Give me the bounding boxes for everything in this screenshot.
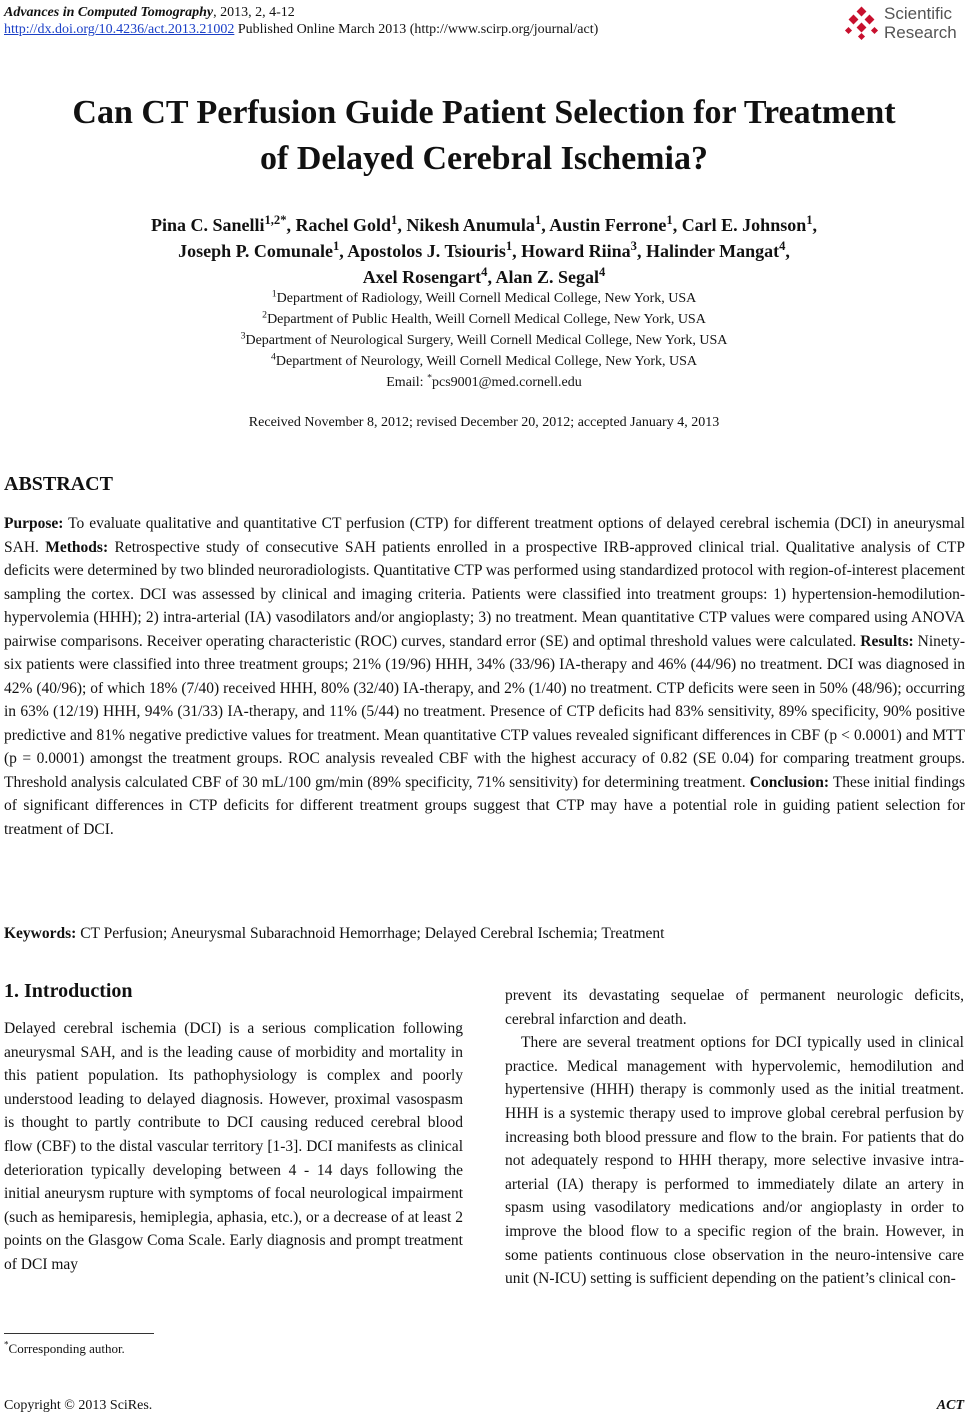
- conclusion-text: These initial findings of significant differences in CTP deficits for different treatment groups suggest that CTP may have a potential role in guiding patient selection for treatment of DCI.: [4, 773, 965, 838]
- author-separator: ,: [672, 215, 682, 235]
- logo-text: [884, 4, 957, 42]
- affiliation: [0, 351, 968, 372]
- author-name: Carl E. Johnson: [681, 215, 807, 235]
- intro-right-column: [505, 984, 964, 1291]
- abstract-heading: ABSTRACT: [4, 473, 113, 495]
- author-affil-sup: 1: [391, 213, 398, 227]
- footnote-sup: *: [4, 1339, 9, 1350]
- author-affil-sup: 3: [630, 239, 637, 253]
- affiliation-text: Department of Neurological Surgery, Weill Cornell Medical College, New York, USA: [245, 333, 728, 348]
- affiliation-text: Department of Neurology, Weill Cornell Medical College, New York, USA: [275, 354, 698, 369]
- results-label: Results:: [860, 632, 914, 650]
- purpose-label: Purpose:: [4, 515, 64, 532]
- author-affil-sup: 4: [599, 265, 606, 279]
- keywords: [4, 923, 965, 945]
- affiliation: [0, 330, 968, 351]
- email-sup: *: [427, 372, 432, 384]
- affiliation-sup: 3: [240, 330, 246, 342]
- journal-issue: , 2013, 2, 4-12: [213, 5, 295, 20]
- journal-name: Advances in Computed Tomography: [4, 5, 214, 20]
- affiliation-list: [0, 288, 968, 372]
- intro-paragraph-2: There are several treatment options for DCI typically used in clinical practice. Medical management with hypervolemic, hemodilution and hypertensive (HHH) therapy is commonly used as the initial treatment. HHH is a systemic therapy used to improve global cerebral perfusion by increasing both blood pressure and flow to the brain. For patients that do not adequately respond to HHH therapy, more selective invasive intra-arterial (IA) therapy is performed to immediately dilate an artery in spasm using vasodilatory medications and/or angioplasty in order to improve the blood flow to a specific region of the brain. However, in some patients continuous close observation in the neuro-intensive care unit (N-ICU) setting is sufficient depending on the patient’s clinical con-: [505, 1034, 964, 1288]
- author-affil-sup: 1: [806, 213, 813, 227]
- logo-line-2: Research: [884, 23, 957, 42]
- author-affil-sup: 1: [534, 213, 542, 227]
- author-affil-sup: 1,2*: [264, 213, 287, 227]
- affiliation: [0, 288, 968, 309]
- email-line: [0, 372, 968, 393]
- author-separator: ,: [512, 241, 522, 261]
- author-separator: ,: [812, 215, 818, 235]
- paper-title: [0, 90, 968, 182]
- email-prefix: Email:: [386, 375, 428, 390]
- author-affil-sup: 1: [332, 239, 340, 253]
- conclusion-label: Conclusion:: [749, 773, 829, 791]
- affiliation-sup: 2: [262, 309, 268, 321]
- author-separator: ,: [339, 241, 348, 261]
- authors-line-1: [0, 212, 968, 238]
- doi-link[interactable]: http://dx.doi.org/10.4236/act.2013.21002: [4, 22, 235, 37]
- author-separator: ,: [487, 267, 496, 287]
- author-separator: ,: [785, 241, 790, 261]
- author-list: [0, 212, 968, 290]
- author-affil-sup: 4: [481, 265, 488, 279]
- email-address[interactable]: pcs9001@med.cornell.edu: [431, 375, 582, 390]
- logo-line-1: Scientific: [884, 4, 953, 23]
- affiliation-text: Department of Public Health, Weill Cornell Medical College, New York, USA: [267, 312, 706, 327]
- logo-icon: [844, 6, 880, 42]
- author-affil-sup: 1: [505, 239, 513, 253]
- affiliation-sup: 1: [271, 288, 277, 300]
- footnote-text: Corresponding author.: [8, 1341, 125, 1356]
- authors-line-2: [0, 238, 968, 264]
- journal-abbreviation: ACT: [936, 1398, 964, 1413]
- author-name: Halinder Mangat: [645, 241, 780, 261]
- author-name: Nikesh Anumula: [406, 215, 535, 235]
- methods-text: Retrospective study of consecutive SAH patients enrolled in a prospective IRB-approved clinical trial. Qualitative analysis of CTP deficits were determined by two blinded neuroradiologists. Quantitative CTP was performed using standardized protocol with region-of-interest placement sampling the cortex. DCI was assessed by clinical and imaging criteria. Patients were classified into treatment groups: 1) hypertension-hemodilution-hypervolemia (HHH); 2) intra-arterial (IA) vasodilators and/or angioplasty; 3) no treatment. Mean quantitative CTP values were compared using ANOVA pairwise comparisons. Receiver operating characteristic (ROC) curves, standard error (SE) and optimal threshold values were calculated.: [4, 538, 965, 650]
- copyright: Copyright © 2013 SciRes.: [4, 1398, 153, 1413]
- published-text: Published Online March 2013 (http://www.scirp.org/journal/act): [234, 22, 599, 37]
- results-text: Ninety-six patients were classified into three treatment groups; 21% (19/96) HHH, 34% (33/96) IA-therapy and 46% (44/96) no treatment. DCI was diagnosed in 42% (40/96); of which 18% (7/40) received HHH, 80% (32/40) IA-therapy, and 2% (1/40) no treatment. CTP deficits were seen in 50% (48/96); occurring in 63% (12/19) HHH, 94% (31/33) IA-therapy, and 11% (5/44) no treatment. Presence of CTP deficits had 83% sensitivity, 89% specificity, 90% positive predictive and 81% negative predictive values for treatment. Mean quantitative CTP values revealed significant differences in CBF (p < 0.0001) and MTT (p = 0.0001) amongst the treatment groups. ROC analysis revealed CBF with the highest accuracy of 0.82 (SE 0.04) for comparing treatment groups. Threshold analysis calculated CBF of 30 mL/100 gm/min (89% specificity, 71% sensitivity) for determining treatment.: [4, 632, 965, 791]
- affiliation-text: Department of Radiology, Weill Cornell Medical College, New York, USA: [276, 291, 697, 306]
- keywords-label: Keywords:: [4, 925, 77, 942]
- footnote: [4, 1341, 125, 1357]
- doi-line: [4, 21, 598, 39]
- intro-paragraph-1-cont: prevent its devastating sequelae of permanent neurologic deficits, cerebral infarction and death.: [505, 987, 964, 1028]
- affiliations: [0, 288, 968, 393]
- author-affil-sup: 4: [779, 239, 786, 253]
- methods-label: Methods:: [45, 538, 109, 556]
- keywords-text: CT Perfusion; Aneurysmal Subarachnoid Hemorrhage; Delayed Cerebral Ischemia; Treatment: [76, 925, 665, 942]
- author-affil-sup: 1: [666, 213, 673, 227]
- author-name: Austin Ferrone: [549, 215, 667, 235]
- author-name: Howard Riina: [521, 241, 631, 261]
- title-line-2: of Delayed Cerebral Ischemia?: [260, 140, 708, 177]
- received-dates: Received November 8, 2012; revised December 20, 2012; accepted January 4, 2013: [248, 415, 720, 430]
- intro-paragraph-1: Delayed cerebral ischemia (DCI) is a serious complication following aneurysmal SAH, and is the leading cause of morbidity and mortality in this patient population. Its pathophysiology is complex and poorly understood leading to delayed diagnosis. However, proximal vasospasm is thought to partly contribute to DCI causing reduced cerebral blood flow (CBF) to the distal vascular territory [1-3]. DCI manifests as clinical deterioration typically developing between 4 - 14 days following the initial aneurysm rupture with symptoms of focal neurological impairment (such as hemiparesis, hemiplegia, aphasia, etc.), or a decrease of at least 2 points on the Glasgow Coma Scale. Early diagnosis and prompt treatment of DCI may: [4, 1020, 463, 1273]
- journal-citation: [4, 4, 295, 22]
- author-name: Pina C. Sanelli: [150, 215, 265, 235]
- author-name: Rachel Gold: [295, 215, 392, 235]
- title-line-1: Can CT Perfusion Guide Patient Selection for Treatment: [72, 94, 896, 131]
- abstract-body: [4, 512, 965, 841]
- author-name: Joseph P. Comunale: [178, 241, 333, 261]
- author-separator: ,: [541, 215, 550, 235]
- introduction-heading: 1. Introduction: [4, 980, 133, 1002]
- affiliation: [0, 309, 968, 330]
- author-separator: ,: [636, 241, 646, 261]
- author-name: Axel Rosengart: [362, 267, 482, 287]
- intro-left-column: [4, 1017, 463, 1277]
- footnote-divider: [4, 1333, 154, 1334]
- author-name: Alan Z. Segal: [495, 267, 600, 287]
- scientific-research-logo: [844, 2, 964, 44]
- purpose-text: To evaluate qualitative and quantitative CT perfusion (CTP) for different treatment options of delayed cerebral ischemia (DCI) in aneurysmal SAH.: [4, 515, 965, 556]
- affiliation-sup: 4: [270, 351, 276, 363]
- author-name: Apostolos J. Tsiouris: [347, 241, 506, 261]
- author-separator: ,: [286, 215, 296, 235]
- authors-line-3: [0, 264, 968, 290]
- author-separator: ,: [397, 215, 407, 235]
